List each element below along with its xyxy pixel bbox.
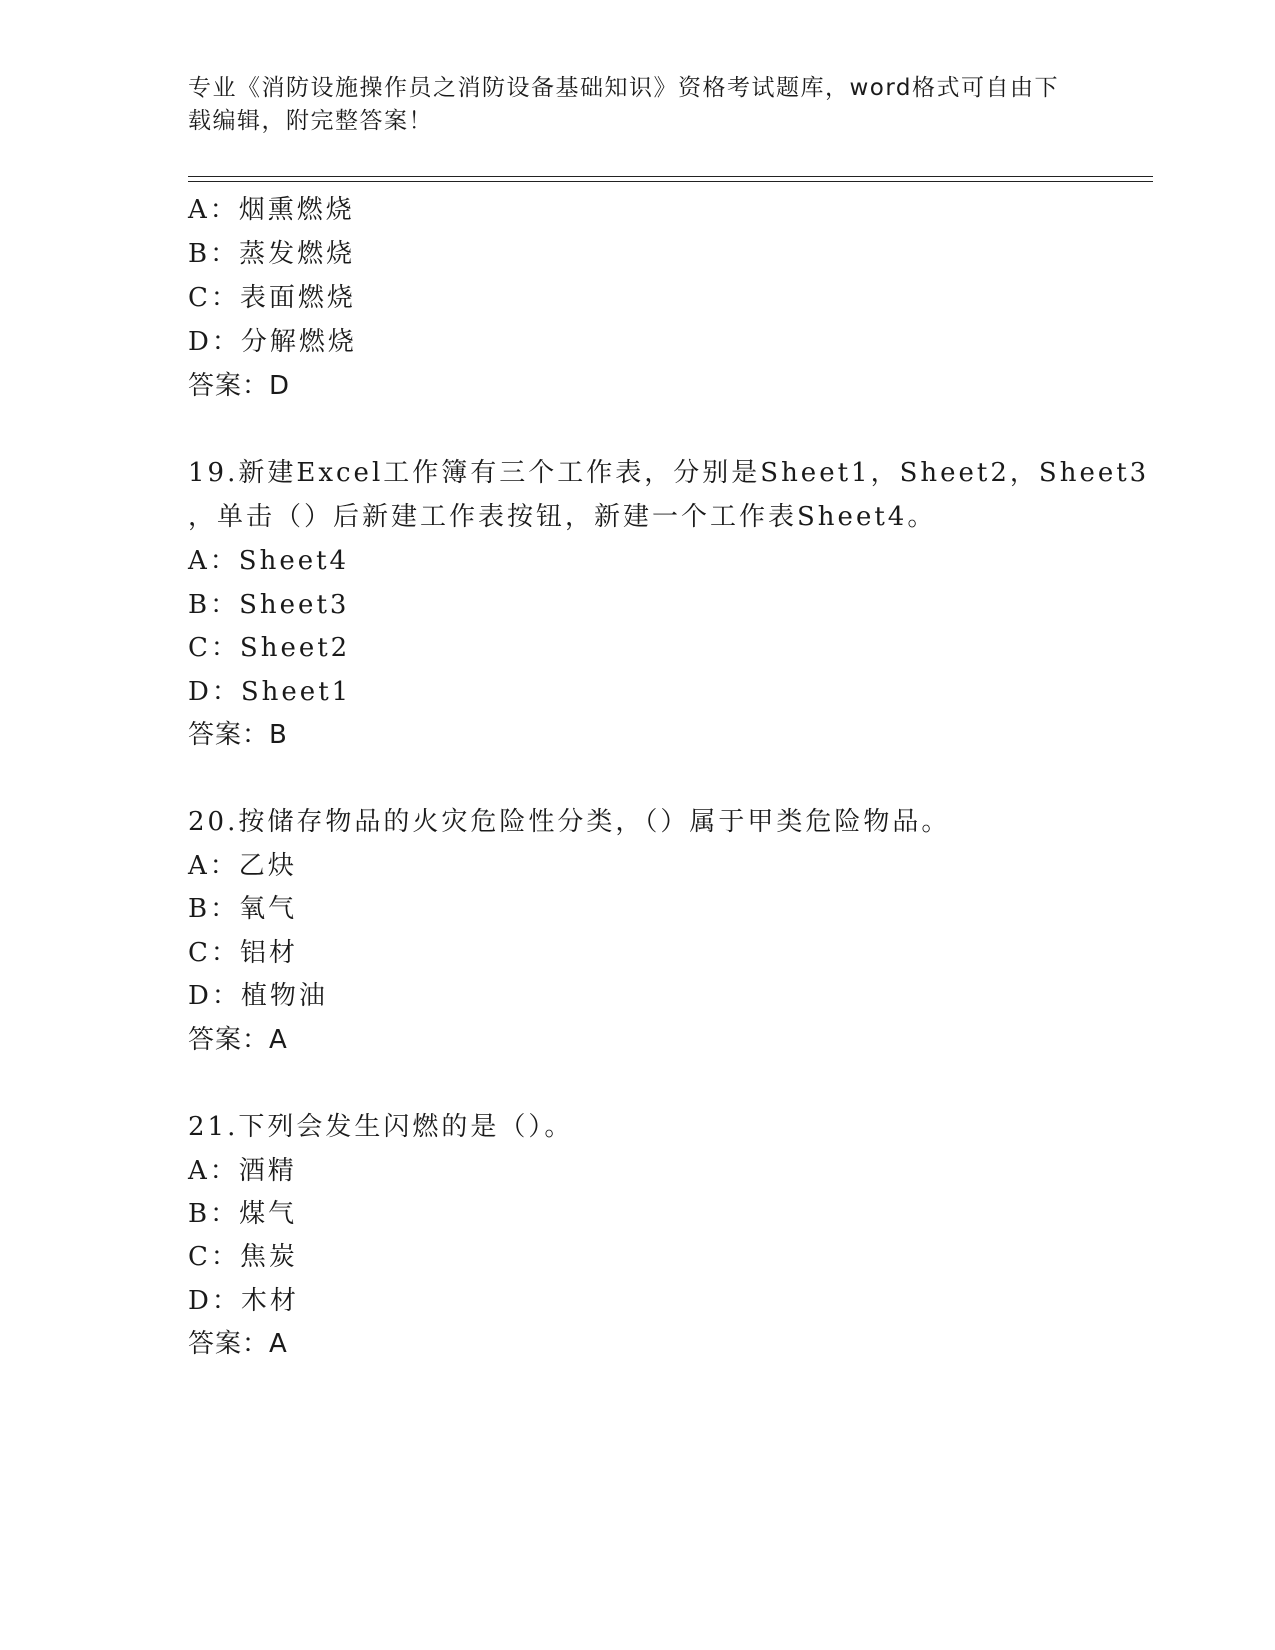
option-key: A： bbox=[188, 546, 239, 576]
option-key: D： bbox=[188, 677, 241, 707]
header-line-1: 专业《消防设施操作员之消防设备基础知识》资格考试题库，word格式可自由下 bbox=[188, 75, 1060, 101]
option-key: A： bbox=[188, 195, 239, 225]
option-text: 铝材 bbox=[239, 938, 298, 968]
q21-option-c bbox=[188, 1240, 298, 1274]
option-text: 木材 bbox=[240, 1286, 299, 1316]
option-key: D： bbox=[188, 981, 241, 1011]
q21-answer: 答案：A bbox=[188, 1329, 288, 1359]
option-key: C： bbox=[188, 633, 240, 663]
option-text: Sheet4 bbox=[238, 546, 350, 576]
option-text: 焦炭 bbox=[239, 1242, 298, 1272]
q20-option-d bbox=[188, 979, 328, 1013]
q21-question-line-1: 21.下列会发生闪燃的是（）。 bbox=[188, 1112, 574, 1142]
q20-option-c bbox=[188, 936, 298, 970]
option-key: B： bbox=[188, 590, 240, 620]
option-text: 氧气 bbox=[239, 894, 298, 924]
q18-answer: 答案：D bbox=[188, 371, 291, 401]
q20-question-line-1: 20.按储存物品的火灾危险性分类，（）属于甲类危险物品。 bbox=[188, 807, 951, 837]
q20-option-a bbox=[188, 849, 297, 883]
q19-question-line-1: 19.新建Excel工作簿有三个工作表，分别是Sheet1，Sheet2，Sheet3 bbox=[188, 458, 1150, 488]
option-key: C： bbox=[188, 938, 240, 968]
option-key: C： bbox=[188, 1242, 240, 1272]
option-text: 分解燃烧 bbox=[240, 327, 357, 357]
header-divider-bottom bbox=[188, 181, 1153, 182]
q19-option-c bbox=[188, 631, 350, 665]
q21-option-d bbox=[188, 1284, 299, 1318]
option-text: 蒸发燃烧 bbox=[239, 239, 356, 269]
document-header bbox=[188, 72, 1068, 138]
option-text: 烟熏燃烧 bbox=[238, 195, 355, 225]
q18-option-b bbox=[188, 237, 355, 271]
option-text: 酒精 bbox=[238, 1156, 297, 1186]
q19-answer: 答案：B bbox=[188, 720, 288, 750]
option-key: D： bbox=[188, 327, 241, 357]
header-divider-top bbox=[188, 176, 1153, 177]
q21-option-a bbox=[188, 1154, 297, 1188]
option-key: B： bbox=[188, 1199, 240, 1229]
q19-option-b bbox=[188, 588, 349, 622]
q18-option-d bbox=[188, 325, 357, 359]
option-text: Sheet1 bbox=[240, 677, 352, 707]
option-key: B： bbox=[188, 239, 240, 269]
option-key: B： bbox=[188, 894, 240, 924]
option-text: 植物油 bbox=[240, 981, 328, 1011]
option-text: Sheet3 bbox=[239, 590, 350, 620]
option-key: A： bbox=[188, 851, 239, 881]
q19-option-d bbox=[188, 675, 351, 709]
option-text: 乙炔 bbox=[238, 851, 297, 881]
option-key: D： bbox=[188, 1286, 241, 1316]
q19-question-line-2: ，单击（）后新建工作表按钮，新建一个工作表Sheet4。 bbox=[188, 502, 937, 532]
q20-answer: 答案：A bbox=[188, 1025, 288, 1055]
q18-option-a bbox=[188, 193, 355, 227]
q18-option-c bbox=[188, 281, 356, 315]
option-text: 表面燃烧 bbox=[239, 283, 356, 313]
q21-option-b bbox=[188, 1197, 297, 1231]
q20-option-b bbox=[188, 892, 297, 926]
option-key: C： bbox=[188, 283, 240, 313]
option-key: A： bbox=[188, 1156, 239, 1186]
option-text: 煤气 bbox=[239, 1199, 298, 1229]
header-line-2: 载编辑，附完整答案！ bbox=[188, 108, 433, 134]
q19-option-a bbox=[188, 544, 349, 578]
option-text: Sheet2 bbox=[239, 633, 351, 663]
